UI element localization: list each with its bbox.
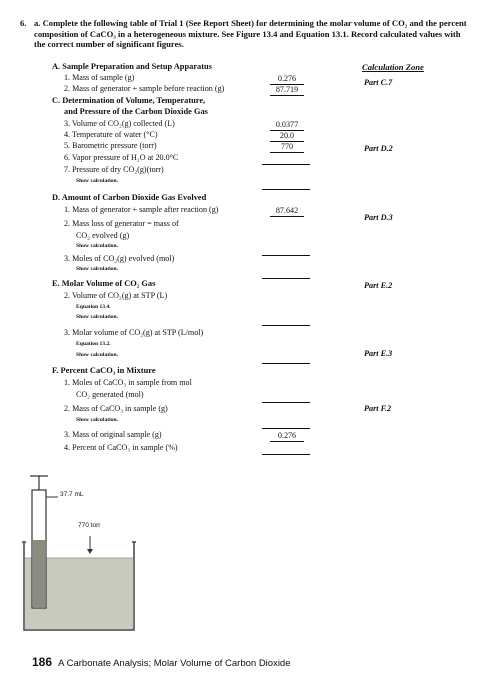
item-c3-label: 3. Volume of CO₂(g) collected (L): [64, 119, 175, 128]
item-c7-label: 7. Pressure of dry CO₂(g)(torr): [64, 165, 164, 174]
show-calc-note: Show calculation.: [76, 314, 118, 320]
section-e-heading: E. Molar Volume of CO₂ Gas: [52, 279, 156, 288]
answer-c7[interactable]: [262, 179, 310, 190]
item-a2-label: 2. Mass of generator + sample before reaction (g): [64, 84, 225, 93]
item-f3-label: 3. Mass of original sample (g): [64, 430, 162, 439]
question-text: a. Complete the following table of Trial 1 (See Report Sheet) for determining the molar volume of CO₂ and the percent composition of CaCO₃ in a heterogeneous mixture. See Figure 13.4 and Equation 13.1. Record calculated values with the correct number of significant figures.: [34, 18, 467, 50]
equation-note: Equation 13.2.: [76, 341, 111, 347]
item-f4-label: 4. Percent of CaCO₃ in sample (%): [64, 443, 178, 452]
answer-c5[interactable]: 770: [270, 142, 304, 153]
show-calc-note: Show calculation.: [76, 266, 118, 272]
item-c6-label: 6. Vapor pressure of H₂O at 20.0°C: [64, 153, 179, 162]
answer-f1[interactable]: [262, 392, 310, 403]
show-calc-note: Show calculation.: [76, 243, 118, 249]
question-intro: [20, 18, 474, 50]
item-e3-label: 3. Molar volume of CO₂(g) at STP (L/mol): [64, 328, 204, 337]
item-f1-label: 1. Moles of CaCO₃ in sample from mol: [64, 378, 192, 387]
tube-water: [33, 540, 45, 607]
section-c-heading-cont: and Pressure of the Carbon Dioxide Gas: [64, 107, 208, 116]
answer-e2[interactable]: [262, 315, 310, 326]
pressure-label: 770 torr: [78, 522, 101, 529]
item-e2-label: 2. Volume of CO₂(g) at STP (L): [64, 291, 168, 300]
answer-d2[interactable]: [262, 245, 310, 256]
part-c7-label: Part C.7: [364, 78, 393, 87]
show-calc-note: Show calculation.: [76, 417, 118, 423]
question-number: 6.: [20, 18, 27, 28]
answer-a1[interactable]: 0.276: [270, 74, 304, 85]
item-f1-label-cont: CO₂ generated (mol): [76, 390, 144, 399]
pressure-arrow-head: [87, 549, 93, 554]
answer-f3[interactable]: 0.276: [270, 431, 304, 442]
part-e3-label: Part E.3: [364, 349, 393, 358]
show-calc-note: Show calculation.: [76, 352, 118, 358]
show-calc-note: Show calculation.: [76, 178, 118, 184]
section-a-heading: A. Sample Preparation and Setup Apparatus: [52, 62, 212, 71]
section-f-heading: F. Percent CaCO₃ in Mixture: [52, 366, 156, 375]
item-c4-label: 4. Temperature of water (°C): [64, 130, 158, 139]
volume-label: 37.7 mL: [60, 491, 84, 498]
section-c-heading: C. Determination of Volume, Temperature,: [52, 96, 206, 105]
answer-d1[interactable]: 87.642: [270, 206, 304, 217]
item-f2-label: 2. Mass of CaCO₃ in sample (g): [64, 404, 168, 413]
part-e2-label: Part E.2: [364, 281, 393, 290]
part-f2-label: Part F.2: [364, 404, 392, 413]
answer-d3[interactable]: [262, 268, 310, 279]
page-footer: [32, 655, 291, 669]
answer-a2[interactable]: 87.719: [270, 85, 304, 96]
item-d3-label: 3. Moles of CO₂(g) evolved (mol): [64, 254, 175, 263]
equation-note: Equation 13.4.: [76, 304, 111, 310]
answer-f2[interactable]: [262, 418, 310, 429]
section-d-heading: D. Amount of Carbon Dioxide Gas Evolved: [52, 193, 207, 202]
item-c5-label: 5. Barometric pressure (torr): [64, 141, 157, 150]
item-d1-label: 1. Mass of generator + sample after reaction (g): [64, 205, 219, 214]
answer-e3[interactable]: [262, 353, 310, 364]
item-a1-label: 1. Mass of sample (g): [64, 73, 135, 82]
calculation-zone-title: Calculation Zone: [362, 62, 424, 72]
answer-c4[interactable]: 20.0: [270, 131, 304, 142]
answer-c6[interactable]: [262, 154, 310, 165]
item-d2-label-cont: CO₂ evolved (g): [76, 231, 130, 240]
part-d3-label: Part D.3: [364, 213, 393, 222]
page-number: 186: [32, 655, 53, 669]
item-d2-label: 2. Mass loss of generator = mass of: [64, 219, 179, 228]
footer-title: A Carbonate Analysis; Molar Volume of Carbon Dioxide: [58, 658, 291, 669]
answer-c3[interactable]: 0.0377: [270, 120, 304, 131]
part-d2-label: Part D.2: [364, 144, 393, 153]
answer-f4[interactable]: [262, 444, 310, 455]
